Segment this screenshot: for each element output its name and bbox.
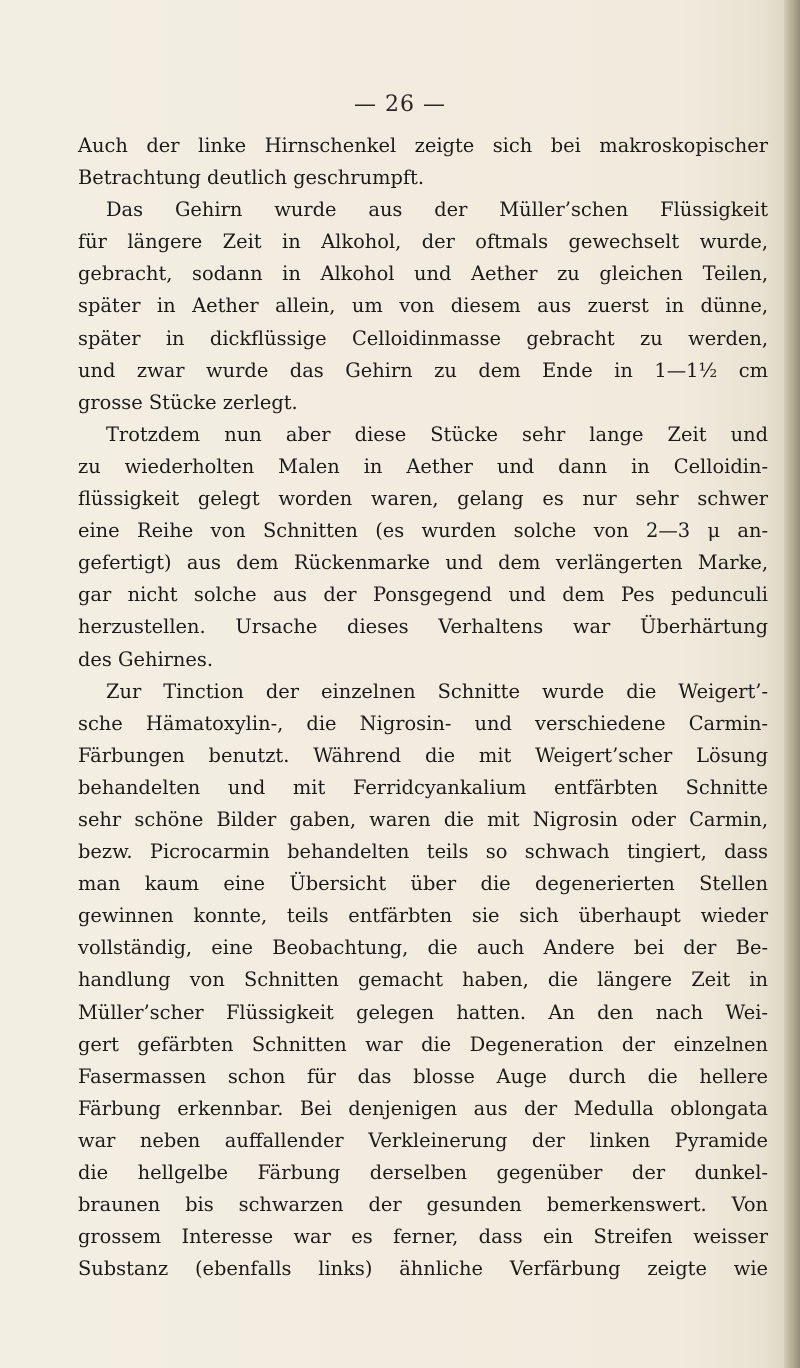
text-line: Fasermassen schon für das blosse Auge durch die hellere: [78, 1064, 768, 1088]
page-number: — 26 —: [354, 92, 446, 117]
text-line: die hellgelbe Färbung derselben gegenüber der dunkel-: [78, 1161, 768, 1184]
text-line: grossem Interesse war es ferner, dass ein Streifen weisser: [78, 1225, 768, 1249]
text-line: eine Reihe von Schnitten (es wurden solche von 2—3 μ an-: [78, 519, 768, 543]
text-line: Substanz (ebenfalls links) ähnliche Verfärbung zeigte wie: [78, 1257, 768, 1281]
text-line: sehr schöne Bilder gaben, waren die mit Nigrosin oder Carmin,: [78, 807, 768, 831]
text-line: Färbungen benutzt. Während die mit Weigert’scher Lösung: [78, 743, 768, 767]
body-text: [78, 130, 768, 1285]
text-line: später in Aether allein, um von diesem aus zuerst in dünne,: [78, 294, 768, 318]
text-line: gefertigt) aus dem Rückenmarke und dem verlängerten Marke,: [78, 551, 768, 575]
text-line: Das Gehirn wurde aus der Müller’schen Flüssigkeit: [106, 198, 768, 222]
text-line: man kaum eine Übersicht über die degenerierten Stellen: [78, 872, 768, 896]
text-line: Zur Tinction der einzelnen Schnitte wurde die Weigert’-: [106, 679, 768, 703]
text-line: später in dickflüssige Celloidinmasse gebracht zu werden,: [78, 326, 768, 350]
text-line: flüssigkeit gelegt worden waren, gelang es nur sehr schwer: [78, 487, 768, 511]
text-line: des Gehirnes.: [78, 647, 214, 671]
text-line: sche Hämatoxylin-, die Nigrosin- und verschiedene Carmin-: [78, 711, 768, 735]
text-line: braunen bis schwarzen der gesunden bemerkenswert. Von: [78, 1193, 768, 1217]
page-edge-shadow: [784, 0, 800, 1368]
text-line: Auch der linke Hirnschenkel zeigte sich bei makroskopischer: [78, 134, 768, 157]
text-line: gert gefärbten Schnitten war die Degeneration der einzelnen: [78, 1032, 768, 1056]
text-line: bezw. Picrocarmin behandelten teils so schwach tingiert, dass: [78, 840, 768, 864]
text-line: zu wiederholten Malen in Aether und dann in Celloidin-: [78, 454, 768, 478]
text-line: Betrachtung deutlich geschrumpft.: [78, 166, 425, 190]
text-line: Trotzdem nun aber diese Stücke sehr lange Zeit und: [106, 422, 768, 446]
text-line: Müller’scher Flüssigkeit gelegen hatten. An den nach Wei-: [78, 1000, 768, 1024]
text-line: behandelten und mit Ferridcyankalium entfärbten Schnitte: [78, 775, 768, 799]
text-line: herzustellen. Ursache dieses Verhaltens war Überhärtung: [78, 615, 768, 639]
text-line: Färbung erkennbar. Bei denjenigen aus der Medulla oblongata: [78, 1096, 768, 1120]
text-line: handlung von Schnitten gemacht haben, die längere Zeit in: [78, 968, 768, 992]
text-line: war neben auffallender Verkleinerung der linken Pyramide: [78, 1128, 768, 1152]
text-line: grosse Stücke zerlegt.: [78, 390, 298, 414]
text-line: für längere Zeit in Alkohol, der oftmals gewechselt wurde,: [78, 230, 768, 254]
text-line: vollständig, eine Beobachtung, die auch Andere bei der Be-: [78, 936, 768, 960]
text-line: und zwar wurde das Gehirn zu dem Ende in 1—1½ cm: [78, 358, 768, 382]
text-line: gar nicht solche aus der Ponsgegend und dem Pes pedunculi: [78, 583, 768, 607]
text-line: gewinnen konnte, teils entfärbten sie sich überhaupt wieder: [78, 904, 768, 928]
text-line: gebracht, sodann in Alkohol und Aether zu gleichen Teilen,: [78, 262, 768, 286]
